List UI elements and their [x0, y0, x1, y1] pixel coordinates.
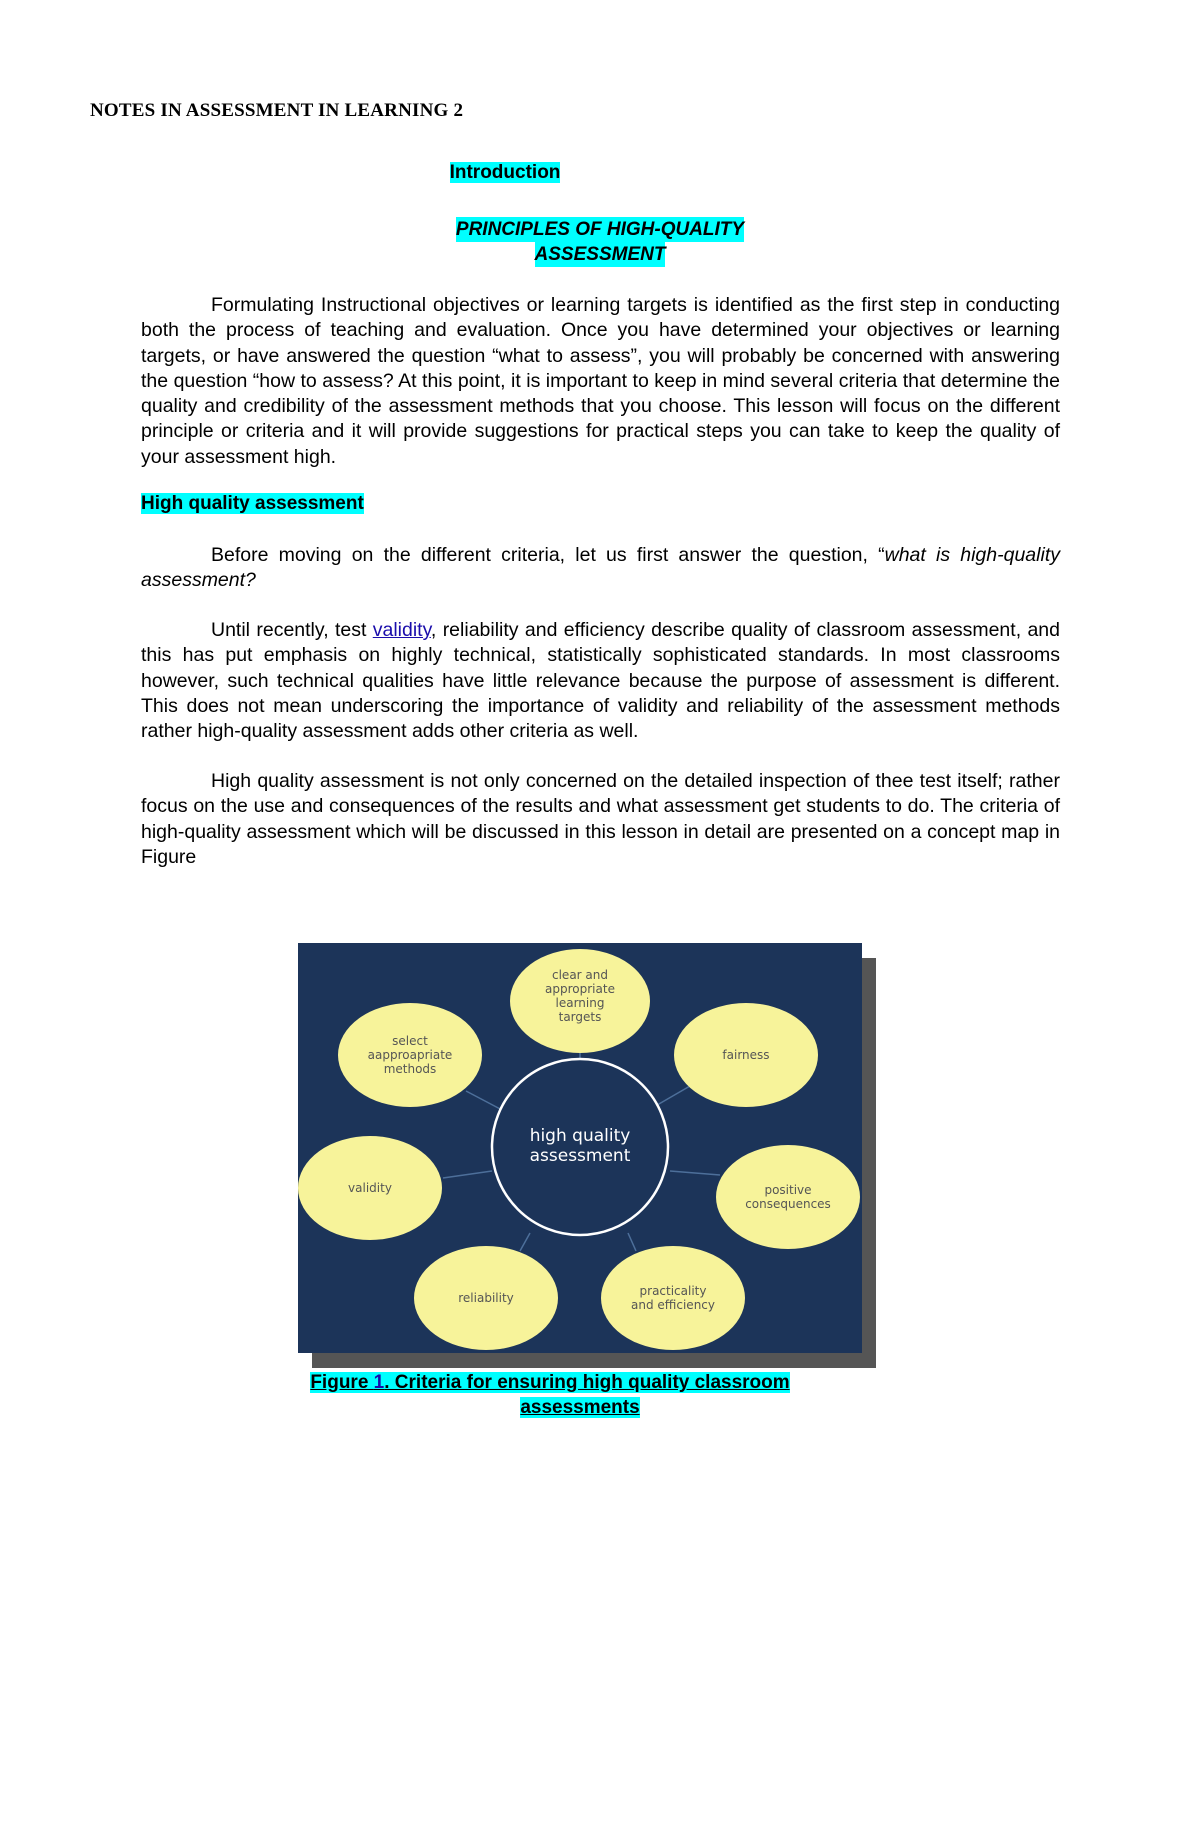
paragraph-validity-before: Until recently, test [211, 619, 373, 641]
node-consequences-line1: positive [764, 1183, 812, 1197]
paragraph-intro-text: Formulating Instructional objectives or learning targets is identified as the first step in conducting both the process of teaching and evaluation. Once you have determined your objectives or learning targets, or have answered the question “what to assess”, you will probably be concerned with answering the question “how to assess? At this point, it is important to keep in mind several criteria that determine the quality and credibility of the assessment methods that you choose. This lesson will focus on the different principle or criteria and it will provide suggestions for practical steps you can take to keep the quality of your assessment high. [141, 294, 1060, 468]
node-methods-line1: select [392, 1034, 428, 1048]
node-practicality-line1: practicality [639, 1284, 707, 1298]
paragraph-concept-map-text: High quality assessment is not only concerned on the detailed inspection of thee test itself; rather focus on the use and consequences of the results and what assessment get students to do. The criteria of high-quality assessment which will be discussed in this lesson in detail are presented on a concept map in Figure [141, 770, 1060, 868]
node-validity-line1: validity [348, 1181, 392, 1195]
concept-map-svg [298, 943, 862, 1353]
paragraph-question [141, 543, 1060, 594]
paragraph-concept-map [141, 769, 1060, 870]
concept-map-figure [298, 943, 876, 1368]
caption-line1 [310, 1372, 789, 1393]
principles-heading-line1: PRINCIPLES OF HIGH-QUALITY [455, 219, 745, 240]
caption-prefix: Figure [310, 1372, 374, 1393]
caption-line2: assessments [520, 1397, 640, 1418]
principles-heading-line2: ASSESSMENT [534, 244, 666, 265]
figure-caption [0, 1370, 1150, 1420]
caption-rest: . Criteria for ensuring high quality classroom [384, 1372, 790, 1393]
paragraph-question-italic: what is high-quality assessment? [141, 544, 1060, 592]
node-targets-line2: appropriate [545, 982, 615, 996]
node-targets-line4: targets [558, 1010, 602, 1024]
concept-map [298, 943, 862, 1353]
paragraph-intro [141, 293, 1060, 470]
node-reliability-line1: reliability [458, 1291, 514, 1305]
paragraph-question-text: Before moving on the different criteria, let us first answer the question, “ [211, 544, 885, 566]
node-fairness-line1: fairness [722, 1048, 770, 1062]
intro-heading [0, 162, 1105, 184]
center-label-line1: high quality [529, 1126, 631, 1146]
section-heading-text: High quality assessment [141, 493, 364, 514]
section-heading [141, 493, 364, 515]
paragraph-validity [141, 618, 1060, 744]
node-consequences-line2: consequences [745, 1197, 831, 1211]
center-label-line2: assessment [529, 1146, 631, 1166]
validity-link[interactable]: validity [372, 619, 431, 641]
principles-heading [0, 217, 1200, 267]
node-practicality-line2: and efficiency [631, 1298, 715, 1312]
caption-number: 1 [373, 1372, 385, 1393]
intro-heading-text: Introduction [449, 162, 561, 183]
node-methods-line2: aapproapriate [367, 1048, 453, 1062]
node-methods-line3: methods [383, 1062, 437, 1076]
node-targets-line1: clear and [552, 968, 608, 982]
document-title: NOTES IN ASSESSMENT IN LEARNING 2 [90, 100, 464, 121]
node-targets-line3: learning [555, 996, 605, 1010]
paragraph-validity-after: , reliability and efficiency describe quality of classroom assessment, and this has put emphasis on highly technical, statistically sophisticated standards. In most classrooms however, such technical qualities have little relevance because the purpose of assessment is different. This does not mean underscoring the importance of validity and reliability of the assessment methods rather high-quality assessment adds other criteria as well. [141, 619, 1060, 743]
